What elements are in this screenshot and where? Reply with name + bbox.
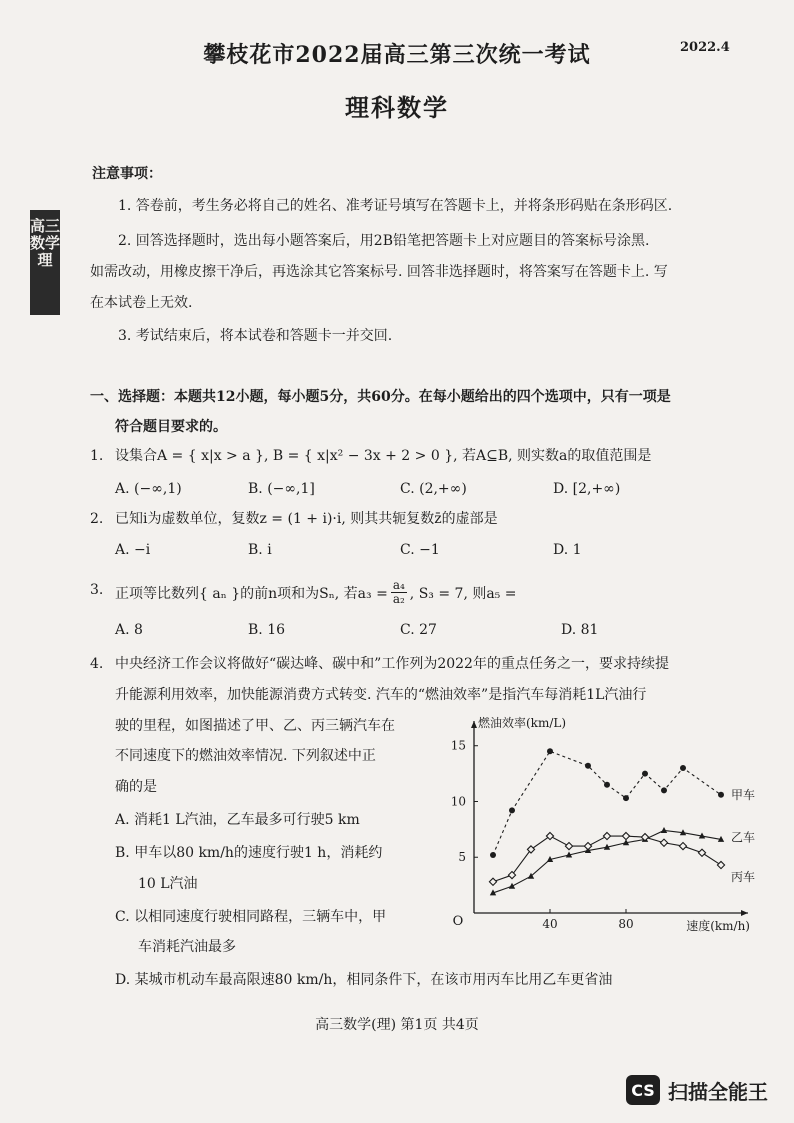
q3-stem	[115, 580, 516, 607]
q3-option-a: A. 8	[115, 622, 143, 638]
y-axis-arrow	[471, 721, 477, 728]
data-point-3	[622, 832, 629, 839]
q3-fraction	[391, 579, 407, 606]
x-tick-label: 80	[618, 917, 634, 931]
q4-line-5: 确的是	[115, 779, 157, 795]
q3-stem-part2: , S₃ = 7, 则a₅ =	[409, 585, 517, 602]
q1-number: 1.	[90, 448, 104, 464]
q3-option-c: C. 27	[400, 622, 437, 638]
q3-option-d: D. 81	[561, 622, 599, 638]
q4-option-c: C. 以相同速度行驶相同路程，三辆车中，甲	[115, 909, 387, 925]
q2-stem: 已知i为虚数单位，复数z = (1 + i)·i, 则其共轭复数z̄的虚部是	[115, 511, 498, 527]
q3-fraction-numerator: a₄	[392, 578, 405, 592]
q2-option-b: B. i	[248, 542, 272, 558]
q4-option-d: D. 某城市机动车最高限速80 km/h，相同条件下，在该市用丙车比用乙车更省油	[115, 972, 613, 988]
notice-item-1: 1. 答卷前，考生务必将自己的姓名、准考证号填写在答题卡上，并将条形码贴在条形码区.	[118, 198, 673, 214]
q4-line-2: 升能源利用效率，加快能源消费方式转变. 汽车的“燃油效率”是指汽车每消耗1L汽油行	[115, 687, 647, 703]
data-point-1	[585, 763, 591, 769]
chart-svg	[440, 715, 760, 945]
q4-option-b: B. 甲车以80 km/h的速度行驶1 h，消耗约	[115, 845, 383, 861]
q4-option-c-cont: 车消耗汽油最多	[138, 939, 236, 955]
scanner-brand-text: 扫描全能王	[668, 1079, 768, 1104]
series-line-3	[493, 836, 721, 882]
data-point-3	[546, 832, 553, 839]
x-tick-label: 40	[542, 917, 558, 931]
series-label-2: 乙车	[731, 830, 756, 845]
data-point-3	[584, 842, 591, 849]
q4-line-3: 驶的里程，如图描述了甲、乙、丙三辆汽车在	[115, 718, 395, 734]
y-axis-label: 燃油效率(km/L)	[478, 716, 567, 730]
series-label-3: 丙车	[731, 870, 756, 885]
q2-option-a: A. −i	[115, 542, 151, 558]
q3-fraction-denominator: a₂	[392, 592, 405, 606]
notice-item-3: 3. 考试结束后，将本试卷和答题卡一并交回.	[118, 328, 393, 344]
q4-number: 4.	[90, 656, 104, 672]
data-point-3	[603, 832, 610, 839]
q4-line-4: 不同速度下的燃油效率情况. 下列叙述中正	[115, 748, 376, 764]
notice-item-2: 2. 回答选择题时，选出每小题答案后，用2B铅笔把答题卡上对应题目的答案标号涂黑.	[118, 233, 650, 249]
scanner-watermark	[626, 1075, 768, 1105]
y-tick-label: 15	[450, 738, 466, 753]
exam-date: 2022.4	[680, 40, 730, 55]
data-point-3	[565, 842, 572, 849]
data-point-1	[604, 782, 610, 788]
scanner-logo-icon: CS	[626, 1075, 660, 1105]
origin-label: O	[452, 914, 464, 929]
side-tab-label: 高三数学理	[30, 210, 60, 315]
x-axis-label: 速度(km/h)	[686, 919, 750, 933]
data-point-3	[717, 861, 724, 868]
x-axis-arrow	[741, 910, 748, 916]
y-tick-label: 5	[458, 850, 466, 865]
data-point-3	[489, 878, 496, 885]
notice-item-2-cont: 如需改动，用橡皮擦干净后，再选涂其它答案标号. 回答非选择题时，将答案写在答题卡上. 写	[90, 264, 668, 280]
q4-line-1: 中央经济工作会议将做好“碳达峰、碳中和”工作列为2022年的重点任务之一，要求持续提	[115, 656, 669, 672]
data-point-1	[661, 787, 667, 793]
q1-stem: 设集合A = { x|x > a }, B = { x|x² − 3x + 2 > 0 }, 若A⊆B, 则实数a的取值范围是	[115, 448, 652, 464]
q3-stem-part1: 正项等比数列{ aₙ }的前n项和为Sₙ, 若a₃ =	[115, 585, 388, 602]
q2-option-d: D. 1	[553, 542, 582, 558]
y-tick-label: 10	[450, 794, 466, 809]
section-heading-line1: 一、选择题：本题共12小题，每小题5分，共60分。在每小题给出的四个选项中，只有一项是	[90, 389, 671, 405]
fuel-efficiency-chart	[440, 715, 760, 945]
q1-option-a: A. (−∞,1)	[115, 481, 182, 497]
data-point-1	[623, 795, 629, 801]
data-point-1	[509, 807, 515, 813]
exam-subject: 理科数学	[345, 93, 449, 122]
notice-item-2-cont2: 在本试卷上无效.	[90, 295, 193, 311]
q2-option-c: C. −1	[400, 542, 440, 558]
q1-option-b: B. (−∞,1]	[248, 481, 315, 497]
q3-option-b: B. 16	[248, 622, 286, 638]
q2-number: 2.	[90, 511, 104, 527]
notice-heading: 注意事项：	[92, 166, 162, 182]
q3-number: 3.	[90, 582, 104, 598]
series-label-1: 甲车	[731, 787, 756, 802]
page-footer: 高三数学(理) 第1页 共4页	[315, 1017, 479, 1033]
q1-option-d: D. [2,+∞)	[553, 481, 621, 497]
exam-title: 攀枝花市2022届高三第三次统一考试	[203, 42, 591, 68]
section-heading-line2: 符合题目要求的。	[115, 419, 227, 435]
data-point-2	[661, 827, 667, 833]
data-point-3	[679, 842, 686, 849]
data-point-1	[490, 852, 496, 858]
data-point-1	[718, 792, 724, 798]
q4-option-a: A. 消耗1 L汽油，乙车最多可行驶5 km	[115, 812, 360, 828]
data-point-1	[642, 771, 648, 777]
data-point-3	[698, 849, 705, 856]
data-point-1	[680, 765, 686, 771]
data-point-1	[547, 748, 553, 754]
data-point-3	[660, 839, 667, 846]
data-point-2	[509, 883, 515, 889]
q1-option-c: C. (2,+∞)	[400, 481, 467, 497]
q4-option-b-cont: 10 L汽油	[138, 876, 198, 892]
